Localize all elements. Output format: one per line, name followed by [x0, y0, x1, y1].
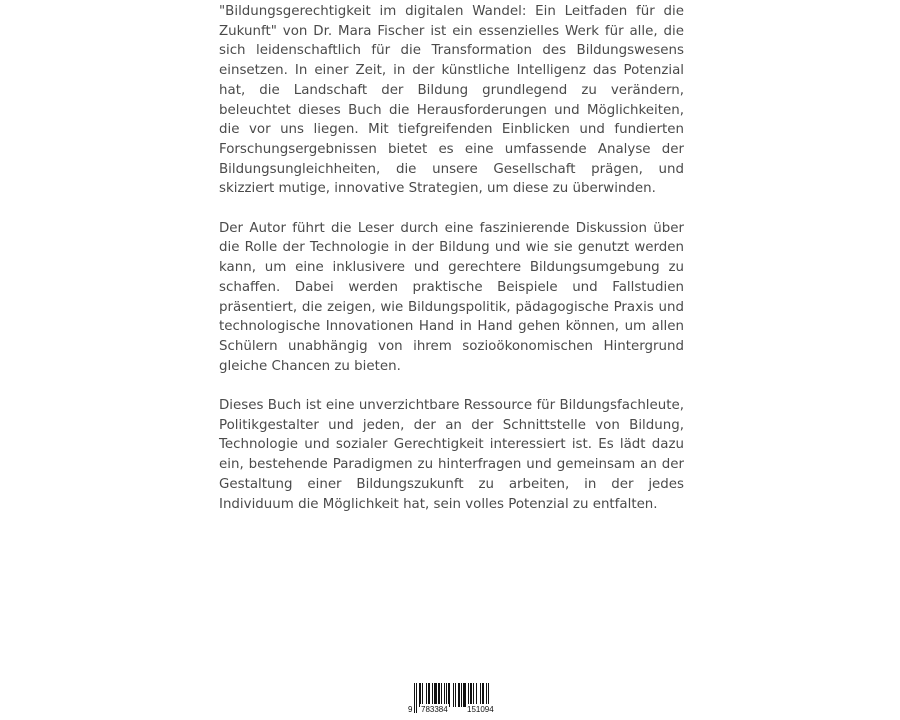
isbn-barcode — [407, 683, 511, 715]
blurb-paragraph-1: "Bildungsgerechtigkeit im digitalen Wandel: Ein Leitfaden für die Zukunft" von Dr. Mara Fischer ist ein essenzielles Werk für alle, die sich leidenschaftlich für die Transformation des Bildungswesens einsetzen. In einer Zeit, in der künstliche Intelligenz das Potenzial hat, die Landschaft der Bildung grundlegend zu verändern, beleuchtet dieses Buch die Herausforderungen und Möglichkeiten, die vor uns liegen. Mit tiefgreifenden Einblicken und fundierten Forschungsergebnissen bietet es eine umfassende Analyse der Bildungsungleichheiten, die unsere Gesellschaft prägen, und skizziert mutige, innovative Strategien, um diese zu überwinden. — [219, 4, 684, 197]
blurb-paragraph-2: Der Autor führt die Leser durch eine faszinierende Diskussion über die Rolle der Technologie in der Bildung und wie sie genutzt werden kann, um eine inklusivere und gerechtere Bildungsumgebung zu schaffen. Dabei werden praktische Beispiele und Fallstudien präsentiert, die zeigen, wie Bildungspolitik, pädagogische Praxis und technologische Innovationen Hand in Hand gehen können, um allen Schülern unabhängig von ihrem sozioökonomischen Hintergrund gleiche Chancen zu bieten. — [219, 220, 684, 374]
barcode-digits — [407, 704, 511, 715]
barcode-left-digits: 783384 — [421, 705, 448, 714]
barcode-right-digits: 151094 — [467, 705, 494, 714]
barcode-lead-digit: 9 — [408, 705, 413, 714]
blurb-text — [219, 2, 684, 534]
blurb-paragraph-3: Dieses Buch ist eine unverzichtbare Ressource für Bildungsfachleute, Politikgestalter und jeden, der an der Schnittstelle von Bildung, Technologie und sozialer Gerechtigkeit interessiert ist. Es lädt dazu ein, bestehende Paradigmen zu hinterfragen und gemeinsam an der Gestaltung einer Bildungszukunft zu arbeiten, in der jedes Individuum die Möglichkeit hat, sein volles Potenzial zu entfalten. — [219, 398, 684, 512]
